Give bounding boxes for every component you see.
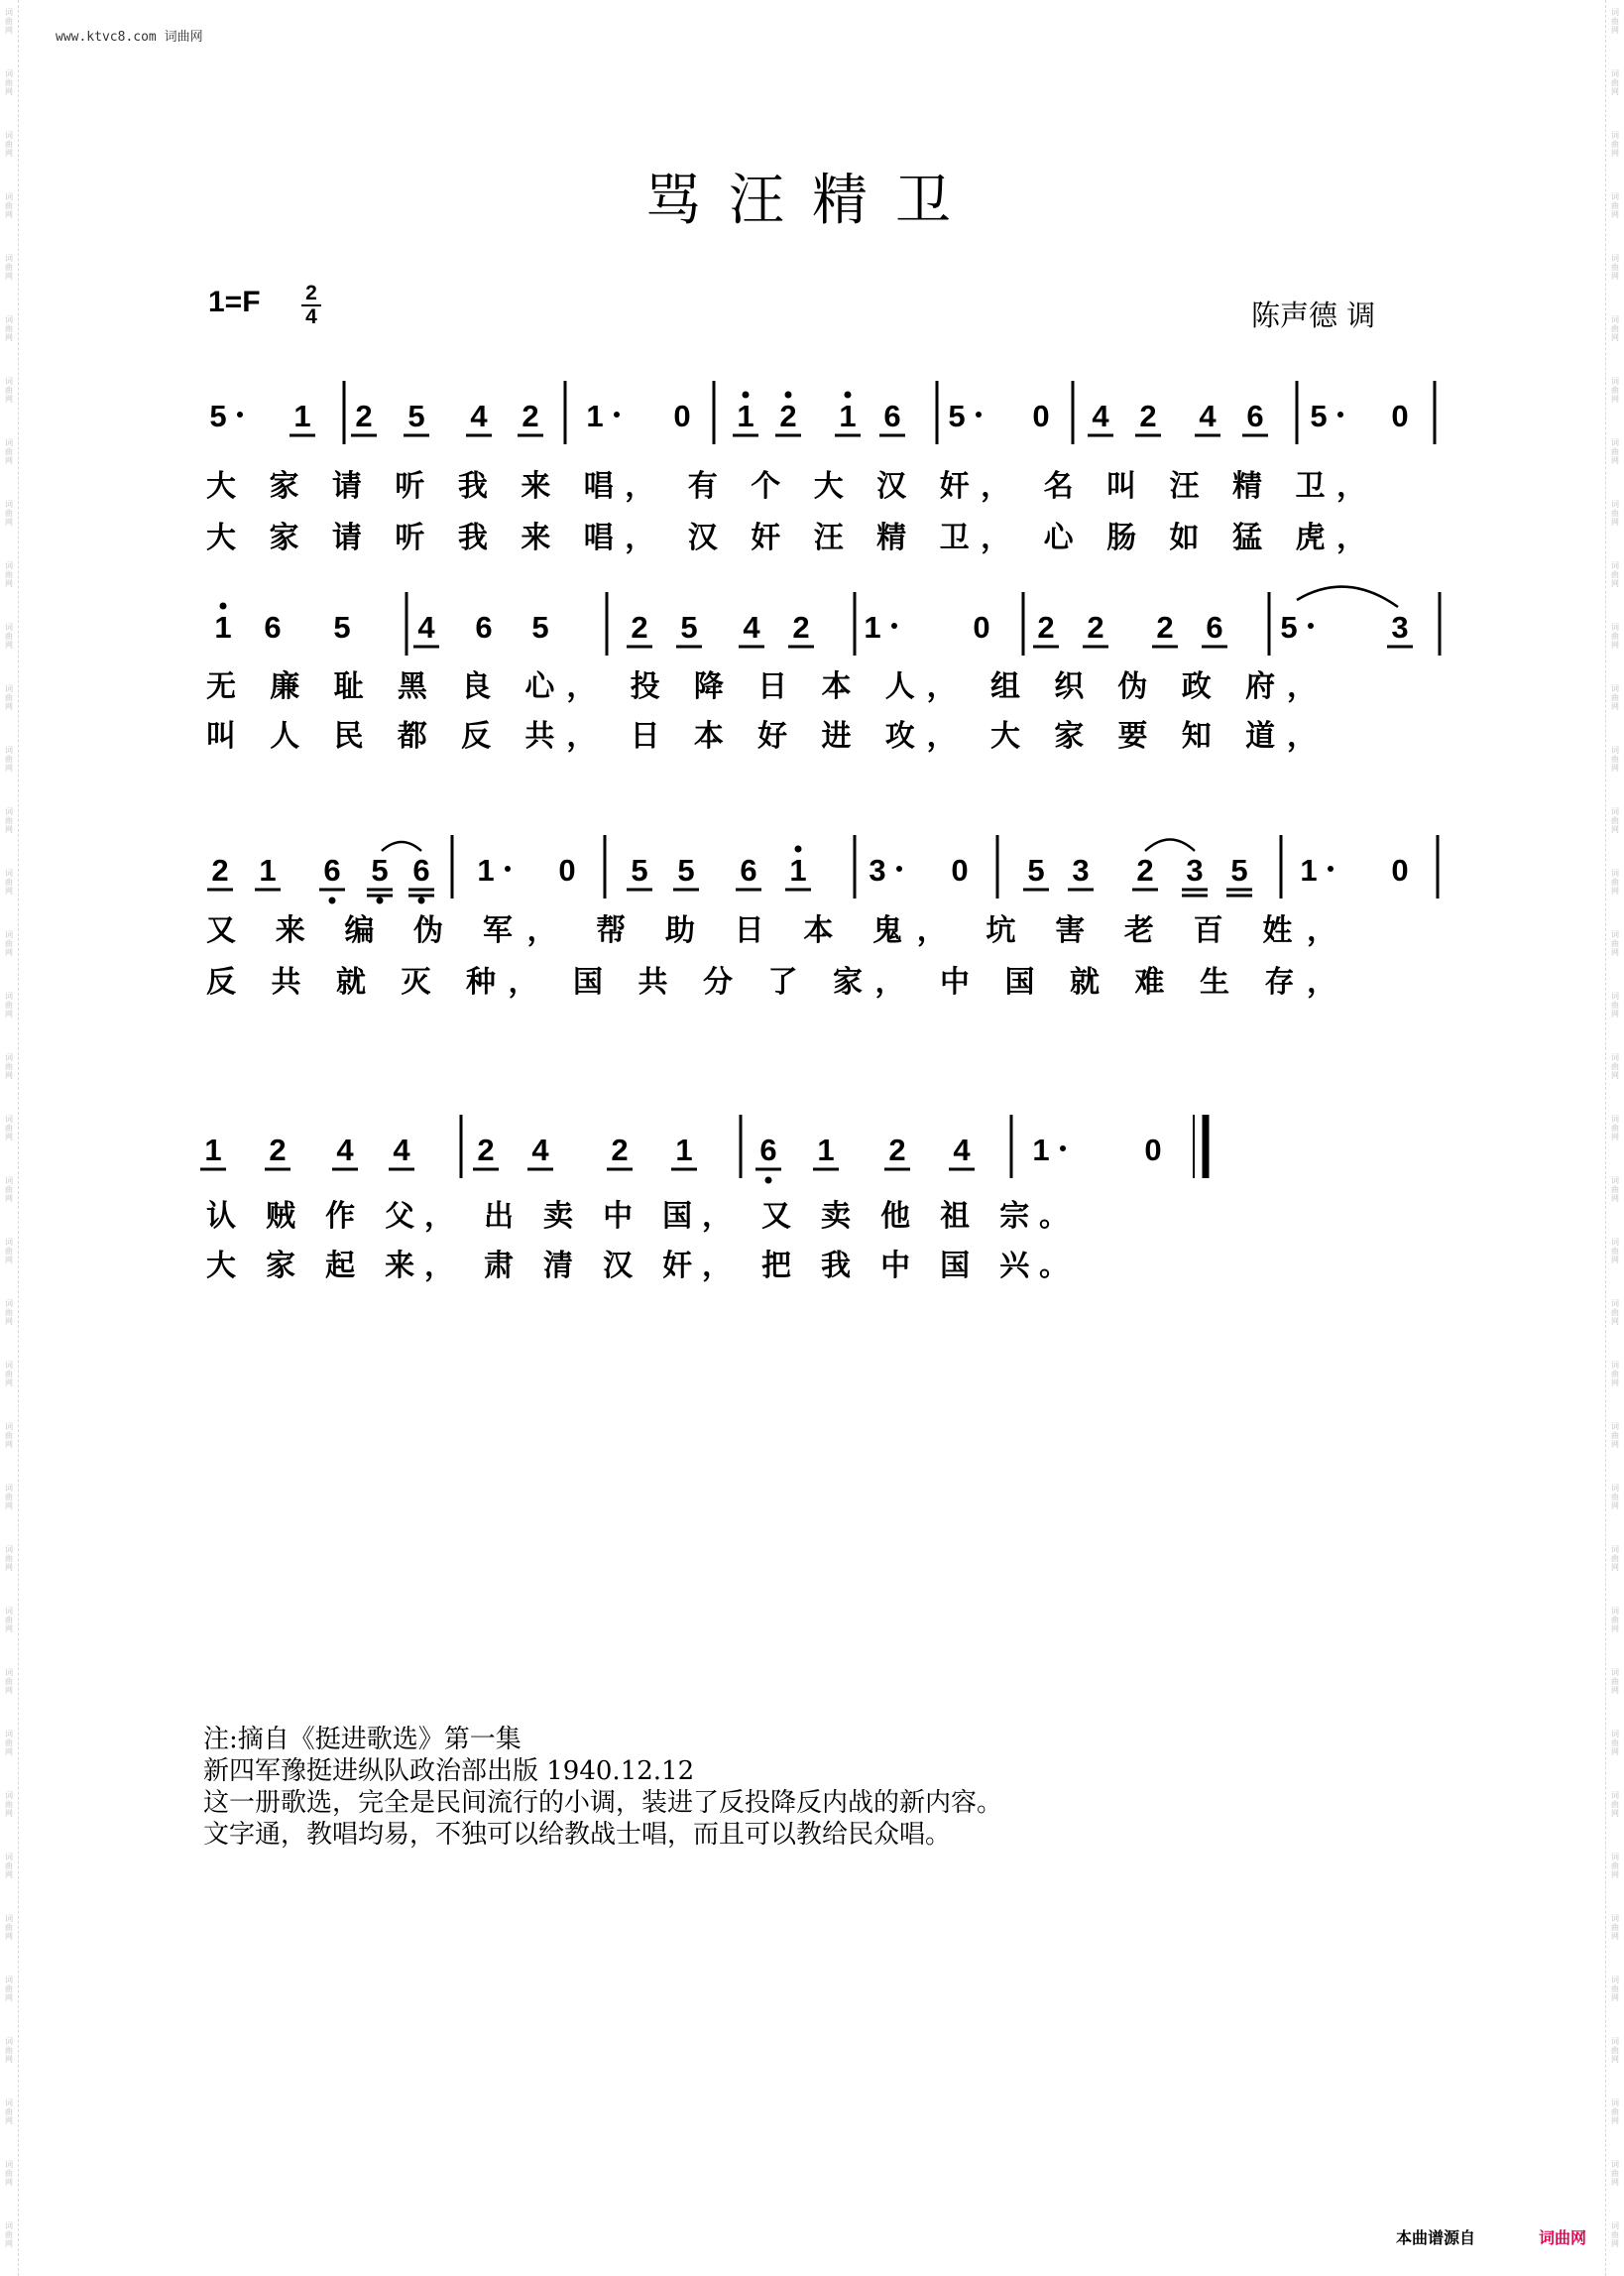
- note-digit: 1: [1032, 1133, 1050, 1167]
- note-digit: 4: [743, 610, 760, 645]
- note-digit: 0: [558, 853, 576, 888]
- note-digit: 2: [779, 399, 797, 433]
- watermark-text: 词 曲 网: [5, 1053, 13, 1080]
- watermark-text: 词 曲 网: [5, 1730, 13, 1756]
- lyric-line: 大 家 请 听 我 来 唱， 汉 奸 汪 精 卫， 心 肠 如 猛 虎，: [206, 521, 1366, 555]
- note-digit: 0: [1144, 1133, 1162, 1167]
- note-digit: 5: [1027, 853, 1045, 888]
- note-digit: 6: [475, 610, 493, 645]
- watermark-text: 词 曲 网: [5, 2221, 13, 2248]
- high-octave-dot: [795, 846, 802, 853]
- watermark-text: 词 曲 网: [5, 1115, 13, 1141]
- watermark-text: 词 曲 网: [5, 500, 13, 527]
- note-digit: 3: [1072, 853, 1090, 888]
- source-note: [203, 1724, 1002, 1851]
- footer-site-link[interactable]: 词曲网: [1539, 2228, 1587, 2247]
- note-digit: 3: [1391, 610, 1409, 645]
- watermark-text: 词 曲 网: [1611, 1976, 1619, 2002]
- note-digit: 1: [789, 853, 807, 888]
- watermark-text: 词 曲 网: [1611, 1422, 1619, 1449]
- watermark-text: 词 曲 网: [1611, 500, 1619, 527]
- note-digit: 5: [680, 610, 698, 645]
- high-octave-dot: [743, 392, 750, 399]
- low-octave-dot: [377, 898, 384, 904]
- note-digit: 1: [586, 399, 604, 433]
- note-digit: 5: [677, 853, 695, 888]
- note-digit: 5: [407, 399, 425, 433]
- note-digit: 1: [817, 1133, 835, 1167]
- slur: [1297, 587, 1398, 607]
- time-sig-bottom: 4: [305, 305, 317, 328]
- site-header[interactable]: www.ktvc8.com 词曲网: [56, 30, 203, 45]
- note-digit: 5: [1230, 853, 1248, 888]
- slur: [382, 842, 421, 851]
- watermark-text: 词 曲 网: [5, 1914, 13, 1941]
- watermark-text: 词 曲 网: [1611, 623, 1619, 650]
- watermark-text: 词 曲 网: [5, 1299, 13, 1326]
- watermark-text: 词 曲 网: [1611, 1545, 1619, 1572]
- watermark-text: 词 曲 网: [1611, 869, 1619, 896]
- note-line: 文字通，教唱均易，不独可以给教战士唱，而且可以教给民众唱。: [203, 1820, 952, 1850]
- watermark-text: 词 曲 网: [1611, 1484, 1619, 1510]
- lyric-line: 认 贼 作 父， 出 卖 中 国， 又 卖 他 祖 宗。: [206, 1199, 1069, 1234]
- watermark-text: 词 曲 网: [5, 746, 13, 773]
- watermark-text: 词 曲 网: [5, 930, 13, 957]
- watermark-text: 词 曲 网: [5, 315, 13, 342]
- watermark-text: 词 曲 网: [1611, 1730, 1619, 1756]
- watermark-text: 词 曲 网: [5, 1422, 13, 1449]
- watermark-text: 词 曲 网: [1611, 8, 1619, 35]
- watermark-text: 词 曲 网: [5, 1484, 13, 1510]
- watermark-text: 词 曲 网: [1611, 561, 1619, 588]
- watermark-text: 词 曲 网: [1611, 1299, 1619, 1326]
- watermark-text: 词 曲 网: [5, 684, 13, 711]
- note-digit: 0: [951, 853, 969, 888]
- note-digit: 4: [336, 1133, 354, 1167]
- watermark-text: 词 曲 网: [5, 377, 13, 404]
- note-digit: 6: [264, 610, 282, 645]
- lyric-line: 反 共 就 灭 种， 国 共 分 了 家， 中 国 就 难 生 存，: [206, 965, 1336, 1000]
- watermark-text: 词 曲 网: [1611, 1853, 1619, 1879]
- note-digit: 0: [673, 399, 691, 433]
- watermark-text: 词 曲 网: [5, 2160, 13, 2187]
- watermark-text: 词 曲 网: [1611, 69, 1619, 96]
- score-system: [214, 610, 1408, 645]
- watermark-text: 词 曲 网: [1611, 438, 1619, 465]
- note-digit: 1: [477, 853, 495, 888]
- note-line: 新四军豫挺进纵队政治部出版 1940.12.12: [203, 1756, 695, 1786]
- lyrics-block: [206, 669, 1317, 754]
- watermark-text: 词 曲 网: [1611, 131, 1619, 158]
- note-digit: 2: [611, 1133, 629, 1167]
- watermark-text: 词 曲 网: [5, 992, 13, 1018]
- augmentation-dot: [1328, 866, 1334, 872]
- note-digit: 1: [675, 1133, 693, 1167]
- watermark-text: 词 曲 网: [5, 561, 13, 588]
- note-digit: 4: [470, 399, 488, 433]
- note-digit: 0: [1032, 399, 1050, 433]
- note-digit: 4: [417, 610, 435, 645]
- note-digit: 1: [293, 399, 311, 433]
- watermark-text: 词 曲 网: [1611, 1607, 1619, 1633]
- note-digit: 4: [531, 1133, 549, 1167]
- lyric-line: 大 家 请 听 我 来 唱， 有 个 大 汉 奸， 名 叫 汪 精 卫，: [206, 469, 1366, 504]
- lyric-line: 大 家 起 来， 肃 清 汉 奸， 把 我 中 国 兴。: [206, 1249, 1069, 1283]
- note-line: 注:摘自《挺进歌选》第一集: [203, 1725, 522, 1754]
- watermark-text: 词 曲 网: [1611, 2221, 1619, 2248]
- note-digit: 2: [1037, 610, 1055, 645]
- low-octave-dot: [418, 898, 425, 904]
- watermark-text: 词 曲 网: [5, 869, 13, 896]
- watermark-text: 词 曲 网: [1611, 684, 1619, 711]
- note-digit: 5: [209, 399, 227, 433]
- watermark-text: 词 曲 网: [5, 1607, 13, 1633]
- note-digit: 5: [948, 399, 966, 433]
- watermark-text: 词 曲 网: [1611, 746, 1619, 773]
- note-digit: 1: [214, 610, 232, 645]
- song-title: 骂汪精卫: [645, 169, 979, 233]
- watermark-text: 词 曲 网: [5, 623, 13, 650]
- watermark-text: 词 曲 网: [5, 8, 13, 35]
- watermark-text: 词 曲 网: [5, 807, 13, 834]
- watermark-text: 词 曲 网: [1611, 192, 1619, 219]
- high-octave-dot: [220, 603, 227, 610]
- note-digit: 3: [869, 853, 886, 888]
- lyric-line: 叫 人 民 都 反 共， 日 本 好 进 攻， 大 家 要 知 道，: [206, 719, 1318, 754]
- augmentation-dot: [1337, 412, 1343, 418]
- watermark-text: 词 曲 网: [1611, 2037, 1619, 2064]
- time-sig-top: 2: [305, 282, 317, 304]
- watermark-text: 词 曲 网: [1611, 1914, 1619, 1941]
- note-digit: 5: [1280, 610, 1298, 645]
- watermark-text: 词 曲 网: [1611, 1361, 1619, 1387]
- note-digit: 1: [737, 399, 754, 433]
- note-digit: 5: [1310, 399, 1328, 433]
- note-digit: 5: [631, 853, 648, 888]
- note-digit: 6: [759, 1133, 777, 1167]
- lyric-line: 又 来 编 伪 军， 帮 助 日 本 鬼， 坑 害 老 百 姓，: [206, 913, 1336, 948]
- watermark-text: 词 曲 网: [5, 69, 13, 96]
- note-digit: 6: [323, 853, 341, 888]
- watermark-text: 词 曲 网: [5, 1976, 13, 2002]
- watermark-text: 词 曲 网: [5, 1361, 13, 1387]
- note-digit: 2: [522, 399, 539, 433]
- watermark-text: 词 曲 网: [1611, 254, 1619, 281]
- note-digit: 2: [269, 1133, 287, 1167]
- lyrics-block: [206, 913, 1336, 1000]
- augmentation-dot: [891, 623, 897, 629]
- score-system: [209, 399, 1408, 433]
- watermark-text: 词 曲 网: [1611, 1176, 1619, 1203]
- note-digit: 6: [412, 853, 430, 888]
- note-digit: 1: [839, 399, 857, 433]
- note-digit: 2: [1156, 610, 1174, 645]
- note-digit: 4: [1092, 399, 1109, 433]
- score-system: [211, 853, 1408, 888]
- note-digit: 6: [883, 399, 901, 433]
- note-digit: 1: [204, 1133, 222, 1167]
- note-digit: 6: [1246, 399, 1264, 433]
- low-octave-dot: [765, 1177, 772, 1184]
- note-digit: 3: [1186, 853, 1204, 888]
- composer-credit: 陈声德 调: [1251, 299, 1376, 332]
- watermark-text: 词 曲 网: [1611, 992, 1619, 1018]
- augmentation-dot: [1308, 623, 1314, 629]
- augmentation-dot: [505, 866, 511, 872]
- low-octave-dot: [329, 898, 336, 904]
- note-digit: 2: [888, 1133, 906, 1167]
- watermark-text: 词 曲 网: [1611, 315, 1619, 342]
- watermark-text: 词 曲 网: [1611, 1791, 1619, 1818]
- lyric-line: 无 廉 耻 黑 良 心， 投 降 日 本 人， 组 织 伪 政 府，: [206, 669, 1318, 704]
- watermark-text: 词 曲 网: [1611, 1238, 1619, 1264]
- lyrics-block: [206, 469, 1366, 555]
- watermark-text: 词 曲 网: [5, 1791, 13, 1818]
- note-digit: 6: [1206, 610, 1223, 645]
- watermark-text: 词 曲 网: [5, 438, 13, 465]
- watermark-text: 词 曲 网: [1611, 2098, 1619, 2125]
- watermark-text: 词 曲 网: [1611, 1668, 1619, 1695]
- augmentation-dot: [1060, 1145, 1066, 1151]
- note-digit: 1: [1300, 853, 1318, 888]
- watermark-text: 词 曲 网: [1611, 377, 1619, 404]
- note-line: 这一册歌选，完全是民间流行的小调，装进了反投降反内战的新内容。: [203, 1788, 1003, 1818]
- note-digit: 2: [792, 610, 810, 645]
- watermark-text: 词 曲 网: [5, 1668, 13, 1695]
- slur: [1145, 840, 1195, 852]
- note-digit: 5: [333, 610, 351, 645]
- watermark-text: 词 曲 网: [5, 1545, 13, 1572]
- note-digit: 5: [531, 610, 549, 645]
- augmentation-dot: [976, 412, 982, 418]
- watermark-text: 词 曲 网: [1611, 1115, 1619, 1141]
- footer-source-label: 本曲谱源自: [1396, 2228, 1476, 2247]
- watermark-text: 词 曲 网: [1611, 1053, 1619, 1080]
- augmentation-dot: [896, 866, 902, 872]
- watermark-text: 词 曲 网: [5, 131, 13, 158]
- high-octave-dot: [785, 392, 792, 399]
- note-digit: 6: [740, 853, 757, 888]
- note-digit: 1: [259, 853, 277, 888]
- watermark-text: 词 曲 网: [5, 2098, 13, 2125]
- watermark-text: 词 曲 网: [5, 2037, 13, 2064]
- note-digit: 2: [1139, 399, 1157, 433]
- note-digit: 4: [393, 1133, 410, 1167]
- note-digit: 2: [211, 853, 229, 888]
- augmentation-dot: [614, 412, 620, 418]
- watermark-text: 词 曲 网: [5, 1176, 13, 1203]
- note-digit: 2: [631, 610, 648, 645]
- lyrics-block: [206, 1199, 1069, 1283]
- score-system: [204, 1133, 1161, 1167]
- watermark-text: 词 曲 网: [5, 192, 13, 219]
- augmentation-dot: [237, 412, 243, 418]
- watermark-text: 词 曲 网: [1611, 930, 1619, 957]
- note-digit: 0: [1391, 399, 1409, 433]
- watermark-text: 词 曲 网: [1611, 807, 1619, 834]
- watermark-text: 词 曲 网: [5, 254, 13, 281]
- note-digit: 2: [355, 399, 373, 433]
- note-digit: 4: [953, 1133, 971, 1167]
- note-digit: 2: [1087, 610, 1104, 645]
- note-digit: 4: [1199, 399, 1217, 433]
- note-digit: 5: [371, 853, 389, 888]
- note-digit: 2: [477, 1133, 495, 1167]
- key-signature: 1=F: [208, 286, 261, 318]
- watermark-text: 词 曲 网: [5, 1238, 13, 1264]
- note-digit: 2: [1136, 853, 1154, 888]
- watermark-text: 词 曲 网: [1611, 2160, 1619, 2187]
- note-digit: 1: [864, 610, 881, 645]
- watermark-text: 词 曲 网: [5, 1853, 13, 1879]
- note-digit: 0: [973, 610, 990, 645]
- high-octave-dot: [845, 392, 852, 399]
- note-digit: 0: [1391, 853, 1409, 888]
